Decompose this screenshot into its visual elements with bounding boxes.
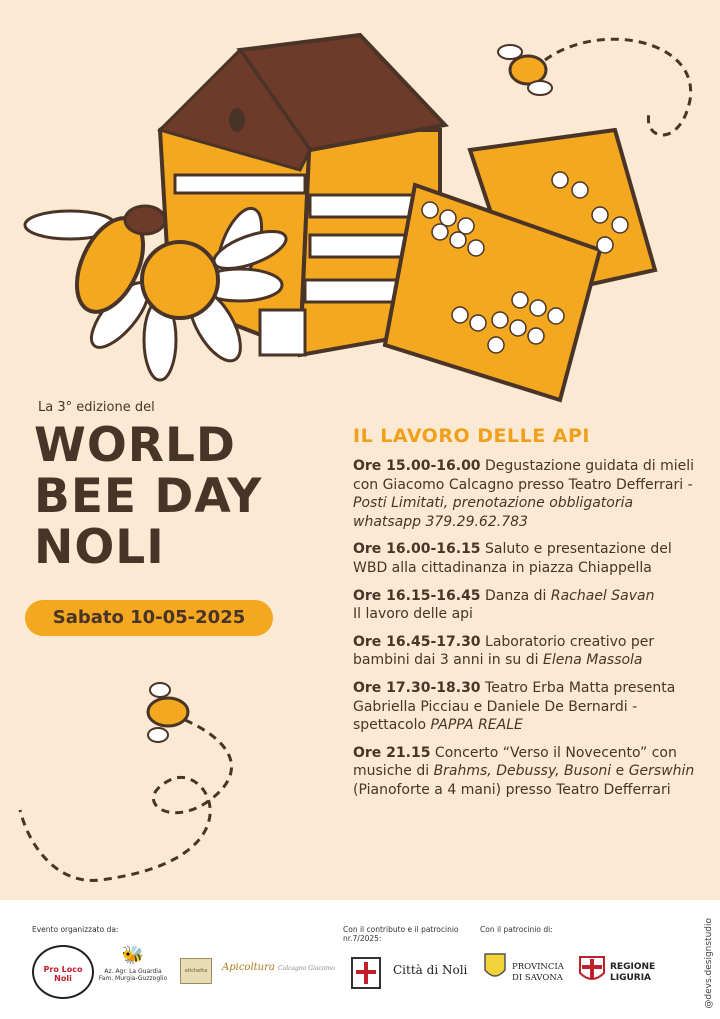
patron-label: Con il patrocinio di: xyxy=(480,925,553,934)
event-text: Teatro Erba Matta presenta Gabriella Picciau e Daniele De Bernardi - spettacolo xyxy=(353,679,676,734)
event-text: Concerto “Verso il Novecento” con musiche di xyxy=(353,744,677,780)
event-italic: PAPPA REALE xyxy=(430,717,523,734)
event-time: Ore 16.00-16.15 xyxy=(353,541,481,558)
proloco-name: Pro Loco Noli xyxy=(43,965,83,983)
apicoltura-sub: Calcagno Giacomo xyxy=(278,965,335,972)
title-line-1: WORLD xyxy=(34,418,236,473)
apicoltura-name: Apicoltura xyxy=(222,962,275,973)
event-text: Laboratorio creativo per bambini dai 3 anni in su di xyxy=(353,633,655,669)
event-italic: Brahms, Debussy, Busoni xyxy=(433,763,612,780)
title-line-2: BEE DAY xyxy=(34,469,263,524)
title-line-3: NOLI xyxy=(34,520,165,575)
regione-line-1: REGIONE xyxy=(610,962,656,972)
program-title: IL LAVORO DELLE API xyxy=(353,425,590,447)
program-event xyxy=(353,587,703,624)
provincia-logo xyxy=(512,962,564,984)
event-after: Il lavoro delle api xyxy=(353,606,473,623)
event-text: Saluto e presentazione del WBD alla cittadinanza in piazza Chiappella xyxy=(353,541,672,576)
apicoltura-logo xyxy=(222,962,335,973)
sponsor-footer xyxy=(0,900,720,1019)
citta-noli-name: Città di Noli xyxy=(393,963,468,977)
provincia-emblem-icon xyxy=(482,950,508,984)
edition-intro: La 3° edizione del xyxy=(38,400,155,415)
flying-bee-icon-2 xyxy=(148,683,188,742)
fam-name: Fam. Murgia-Guzzoglio xyxy=(98,975,168,982)
program-event xyxy=(353,744,703,800)
event-italic: Posti Limitati, prenotazione obbligatoria whatsapp 379.29.62.783 xyxy=(353,495,634,530)
az-agr-logo xyxy=(98,945,168,982)
event-mid: e xyxy=(615,763,625,780)
noli-coat-of-arms-icon xyxy=(346,952,386,992)
event-time: Ore 17.30-18.30 xyxy=(353,679,481,696)
provincia-line-2: DI SAVONA xyxy=(512,973,563,983)
regione-line-2: LIGURIA xyxy=(610,973,652,983)
liguria-emblem-icon xyxy=(578,955,606,985)
az-agr-name: Az. Agr. La Guardia xyxy=(104,968,162,975)
provincia-line-1: PROVINCIA xyxy=(512,962,564,972)
event-time: Ore 16.15-16.45 xyxy=(353,587,481,604)
event-italic-2: Gerswhin xyxy=(628,763,695,780)
designer-credit: @devs.designstudio xyxy=(704,918,714,1009)
bee-logo-icon: 🐝 xyxy=(121,945,145,966)
event-text: Degustazione guidata di mieli con Giacomo Calcagno presso Teatro Defferrari - xyxy=(353,458,695,493)
jar-label: etichetta xyxy=(184,968,208,974)
event-italic: Elena Massola xyxy=(542,652,643,669)
event-after: (Pianoforte a 4 mani) presso Teatro Defferrari xyxy=(353,781,671,798)
event-time: Ore 21.15 xyxy=(353,744,431,761)
hero-illustration xyxy=(0,0,720,420)
flying-bee-icon xyxy=(498,45,552,95)
event-text: Danza di xyxy=(485,587,547,604)
event-date-badge: Sabato 10-05-2025 xyxy=(25,600,273,636)
program-section xyxy=(353,425,703,809)
event-time: Ore 15.00-16.00 xyxy=(353,458,481,474)
program-event xyxy=(353,540,703,577)
event-time: Ore 16.45-17.30 xyxy=(353,633,481,650)
event-title xyxy=(34,420,262,573)
proloco-logo xyxy=(32,945,94,999)
regione-logo xyxy=(610,962,655,984)
contrib-label: Con il contributo e il patrocinio nr.7/2025: xyxy=(343,925,459,943)
organized-label: Evento organizzato da: xyxy=(32,925,119,934)
honey-jar-logo xyxy=(180,958,212,984)
program-event xyxy=(353,633,703,670)
program-event xyxy=(353,457,703,531)
event-italic: Rachael Savan xyxy=(550,587,655,604)
program-event xyxy=(353,679,703,735)
